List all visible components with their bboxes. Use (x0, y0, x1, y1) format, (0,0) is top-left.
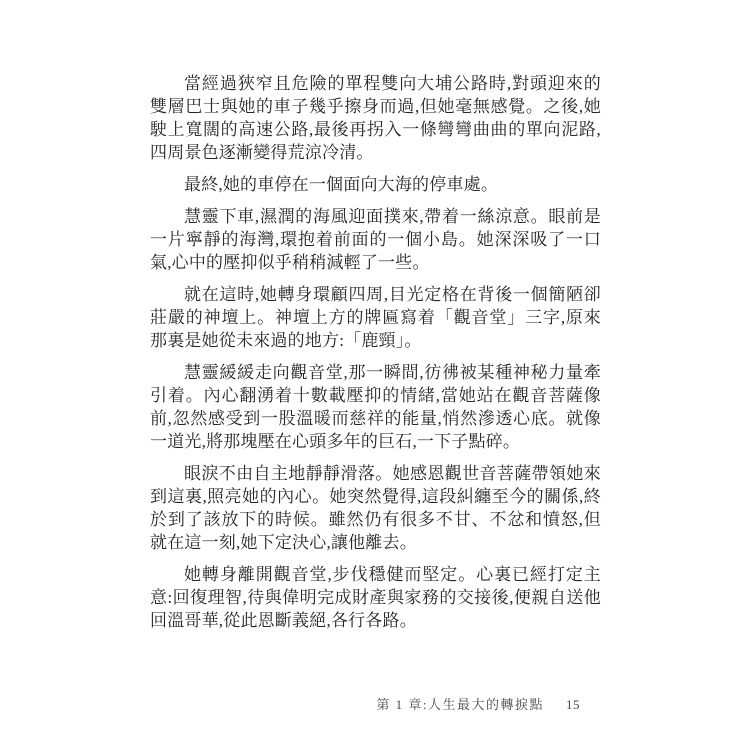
paragraph: 當經過狹窄且危險的單程雙向大埔公路時,對頭迎來的雙層巴士與她的車子幾乎擦身而過,但她毫無感覺。之後,她駛上寬闊的高速公路,最後再拐入一條彎彎曲曲的單向泥路,四周景色逐漸變得荒涼冷清。 (150, 74, 601, 162)
paragraph: 慧靈下車,濕潤的海風迎面撲來,帶着一絲涼意。眼前是一片寧靜的海灣,環抱着前面的一個小島。她深深吸了一口氣,心中的壓抑似乎稍稍減輕了一些。 (150, 207, 601, 272)
paragraph: 慧靈緩緩走向觀音堂,那一瞬間,彷彿被某種神秘力量牽引着。內心翻湧着十數載壓抑的情緒,當她站在觀音菩薩像前,忽然感受到一股溫暖而慈祥的能量,悄然滲透心底。就像一道光,將那塊壓在心頭多年的巨石,一下子點碎。 (150, 363, 601, 451)
page-footer (376, 694, 580, 713)
paragraph: 眼淚不由自主地靜靜滑落。她感恩觀世音菩薩帶領她來到這裏,照亮她的內心。她突然覺得,這段糾纏至今的關係,終於到了該放下的時候。雖然仍有很多不甘、不忿和憤怒,但就在這一刻,她下定決心,讓他離去。 (150, 464, 601, 552)
paragraph: 她轉身離開觀音堂,步伐穩健而堅定。心裏已經打定主意:回復理智,待與偉明完成財產與家務的交接後,便親自送他回溫哥華,從此恩斷義絕,各行各路。 (150, 565, 601, 630)
body-text (150, 72, 601, 641)
paragraph: 最終,她的車停在一個面向大海的停車處。 (184, 175, 499, 194)
footer-page-number: 15 (566, 697, 580, 712)
paragraph: 就在這時,她轉身環顧四周,目光定格在背後一個簡陋卻莊嚴的神壇上。神壇上方的牌匾寫着「觀音堂」三字,原來那裏是她從未來過的地方:「鹿頸」。 (150, 285, 601, 350)
footer-chapter-title: 第 1 章:人生最大的轉捩點 (376, 697, 544, 712)
